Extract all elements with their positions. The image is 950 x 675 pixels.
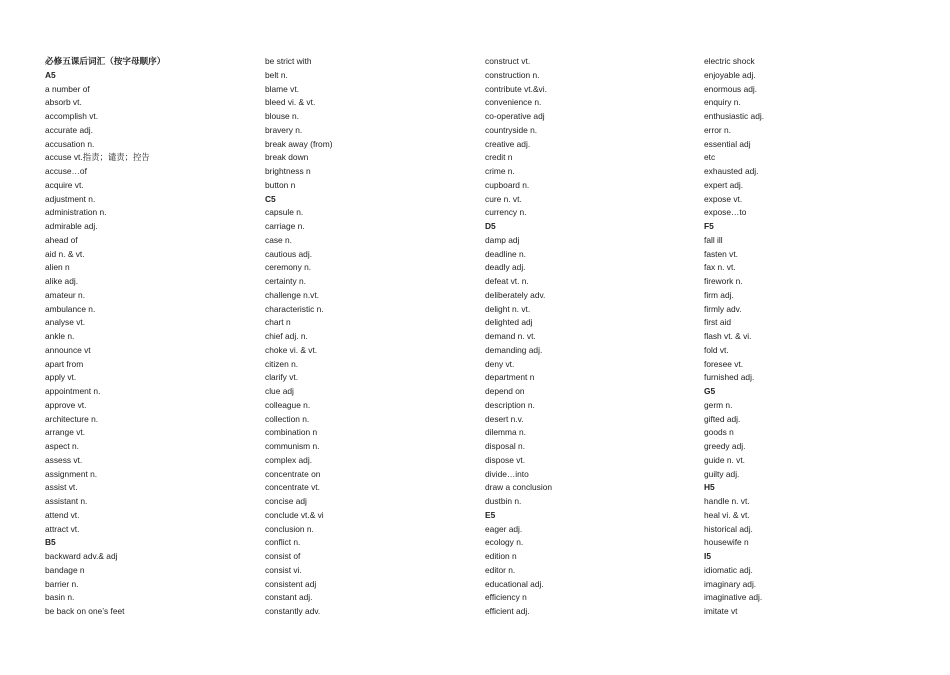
vocab-entry: concentrate vt. (265, 482, 320, 493)
vocab-entry: choke vi. & vt. (265, 344, 318, 355)
vocab-entry: communism n. (265, 441, 320, 451)
vocab-entry: barrier n. (45, 578, 79, 589)
vocab-entry: depend on (485, 386, 525, 396)
vocab-entry: essential adj (704, 138, 751, 149)
vocab-entry: arrange vt. (45, 427, 86, 438)
vocab-entry: constant adj. (265, 592, 313, 603)
vocab-entry: enjoyable adj. (704, 69, 756, 80)
vocab-entry: deadline n. (485, 248, 526, 259)
vocab-entry: alien n (45, 262, 70, 273)
vocab-entry: credit n (485, 152, 513, 163)
vocab-entry: editor n. (485, 564, 516, 575)
vocab-entry: assignment n. (45, 468, 98, 479)
vocab-entry: assistant n. (45, 496, 88, 506)
vocab-entry: administration n. (45, 207, 107, 218)
vocab-entry: break away (from) (265, 138, 333, 149)
vocab-entry: button n (265, 179, 296, 190)
vocab-entry: architecture n. (45, 413, 99, 424)
vocab-entry: fold vt. (704, 344, 729, 355)
vocab-entry: currency n. (485, 207, 527, 218)
vocab-entry: assess vt. (45, 454, 83, 465)
vocab-entry: demanding adj. (485, 344, 543, 355)
vocab-entry: backward adv.& adj (45, 551, 118, 561)
vocab-entry: idiomatic adj. (704, 564, 753, 575)
vocab-entry: enthusiastic adj. (704, 111, 765, 121)
vocab-entry: accuse vt.指责；谴责；控告 (45, 152, 150, 163)
vocab-entry: efficient adj. (485, 606, 530, 616)
vocab-entry: chart n (265, 317, 291, 328)
vocab-entry: flash vt. & vi. (704, 331, 752, 341)
vocab-entry: description n. (485, 399, 535, 410)
vocab-entry: dustbin n. (485, 496, 522, 506)
vocab-entry: guilty adj. (704, 468, 740, 479)
vocab-entry: electric shock (704, 56, 755, 66)
vocab-entry: construct vt. (485, 56, 531, 66)
vocab-entry: alike adj. (45, 276, 79, 286)
vocab-entry: educational adj. (485, 578, 544, 589)
vocab-entry: creative adj. (485, 138, 531, 149)
vocab-entry: defeat vt. n. (485, 276, 529, 286)
vocab-entry: eager adj. (485, 523, 523, 534)
vocab-column-2 (265, 55, 475, 619)
vocab-entry: certainty n. (265, 276, 306, 286)
vocab-entry: etc (704, 152, 716, 163)
vocab-entry: fax n. vt. (704, 262, 736, 273)
vocab-entry: case n. (265, 234, 293, 245)
vocab-entry: brightness n (265, 166, 311, 176)
vocab-entry: appointment n. (45, 386, 101, 396)
vocab-entry: guide n. vt. (704, 454, 745, 465)
vocab-entry: germ n. (704, 399, 733, 410)
vocab-entry: clarify vt. (265, 372, 299, 383)
vocab-entry: characteristic n. (265, 303, 324, 314)
section-letter-heading: B5 (45, 537, 56, 548)
vocab-entry: cautious adj. (265, 248, 313, 259)
section-letter-heading: E5 (485, 509, 496, 520)
vocab-entry: bravery n. (265, 124, 303, 135)
vocab-entry: fall ill (704, 234, 723, 245)
vocab-entry: absorb vt. (45, 97, 82, 108)
vocab-entry: cure n. vt. (485, 193, 522, 204)
vocab-entry: combination n (265, 427, 318, 438)
vocab-entry: desert n.v. (485, 413, 524, 424)
vocab-entry: foresee vt. (704, 358, 744, 369)
vocab-entry: handle n. vt. (704, 496, 750, 506)
vocab-entry: ecology n. (485, 537, 524, 548)
vocab-column-3 (485, 55, 695, 619)
vocab-entry: challenge n.vt. (265, 289, 320, 300)
vocab-entry: attract vt. (45, 523, 80, 534)
vocab-entry: expose…to (704, 207, 747, 218)
section-letter-heading: D5 (485, 221, 496, 231)
vocab-entry: ankle n. (45, 331, 75, 341)
vocab-entry: amateur n. (45, 289, 86, 300)
vocab-entry: aspect n. (45, 441, 79, 451)
vocab-entry: concentrate on (265, 468, 321, 479)
vocab-entry: damp adj (485, 234, 520, 245)
vocab-entry: accuse…of (45, 166, 87, 176)
document-title: 必修五课后词汇（按字母顺序） (45, 56, 166, 66)
vocab-entry: gifted adj. (704, 413, 741, 424)
vocab-entry: analyse vt. (45, 317, 86, 328)
vocab-entry: enquiry n. (704, 97, 741, 108)
vocab-entry: constantly adv. (265, 606, 321, 616)
vocab-entry: be strict with (265, 56, 312, 66)
vocab-entry: be back on one’s feet (45, 606, 125, 616)
vocab-entry: consist of (265, 551, 301, 561)
vocab-entry: imitate vt (704, 606, 738, 616)
vocab-entry: colleague n. (265, 399, 311, 410)
vocab-entry: ambulance n. (45, 303, 96, 314)
vocab-entry: bleed vi. & vt. (265, 97, 316, 108)
vocab-entry: divide…into (485, 468, 529, 479)
vocab-entry: collection n. (265, 413, 310, 424)
vocab-entry: expert adj. (704, 179, 744, 190)
vocab-entry: imaginary adj. (704, 578, 757, 589)
section-letter-heading: G5 (704, 386, 716, 396)
vocab-entry: efficiency n (485, 592, 527, 603)
vocab-entry: citizen n. (265, 358, 299, 369)
vocab-entry: exhausted adj. (704, 166, 759, 176)
vocab-entry: consistent adj (265, 578, 317, 589)
vocab-entry: accusation n. (45, 138, 95, 149)
vocab-entry: heal vi. & vt. (704, 509, 750, 520)
vocab-entry: firework n. (704, 276, 743, 286)
vocab-entry: draw a conclusion (485, 482, 553, 493)
vocab-entry: announce vt (45, 344, 91, 355)
vocab-entry: deliberately adv. (485, 289, 546, 300)
vocab-entry: complex adj. (265, 454, 313, 465)
vocab-entry: acquire vt. (45, 179, 84, 190)
vocab-entry: first aid (704, 317, 731, 328)
vocab-entry: convenience n. (485, 97, 542, 108)
vocab-entry: aid n. & vt. (45, 248, 85, 259)
vocab-entry: concise adj (265, 496, 307, 506)
vocab-entry: firmly adv. (704, 303, 742, 314)
section-letter-heading: A5 (45, 69, 56, 80)
vocab-column-1 (45, 55, 255, 619)
vocab-entry: fasten vt. (704, 248, 738, 259)
vocab-entry: deny vt. (485, 358, 515, 369)
vocab-entry: carriage n. (265, 221, 305, 231)
section-letter-heading: C5 (265, 193, 276, 204)
vocab-entry: a number of (45, 83, 90, 94)
vocab-entry: contribute vt.&vi. (485, 83, 547, 94)
vocab-entry: greedy adj. (704, 441, 746, 451)
vocab-entry: clue adj (265, 386, 294, 396)
vocab-entry: accomplish vt. (45, 111, 99, 121)
vocab-entry: delight n. vt. (485, 303, 531, 314)
vocab-entry: dispose vt. (485, 454, 526, 465)
vocab-entry: delighted adj (485, 317, 533, 328)
vocab-entry: demand n. vt. (485, 331, 536, 341)
vocab-entry: furnished adj. (704, 372, 755, 383)
vocab-entry: department n (485, 372, 535, 383)
vocab-entry: adjustment n. (45, 193, 96, 204)
vocab-entry: countryside n. (485, 124, 538, 135)
vocab-entry: belt n. (265, 69, 288, 80)
vocab-entry: ceremony n. (265, 262, 312, 273)
vocab-entry: basin n. (45, 592, 75, 603)
vocab-entry: crime n. (485, 166, 515, 176)
vocab-entry: firm adj. (704, 289, 734, 300)
vocab-entry: admirable adj. (45, 221, 98, 231)
vocab-entry: conclusion n. (265, 523, 314, 534)
vocab-entry: approve vt. (45, 399, 87, 410)
vocab-entry: expose vt. (704, 193, 743, 204)
vocab-entry: conflict n. (265, 537, 301, 548)
vocab-entry: edition n (485, 551, 517, 561)
vocab-entry: assist vt. (45, 482, 78, 493)
vocab-entry: apart from (45, 358, 84, 369)
section-letter-heading: F5 (704, 221, 714, 231)
vocab-entry: accurate adj. (45, 124, 93, 135)
vocab-entry: co-operative adj (485, 111, 545, 121)
vocab-entry: historical adj. (704, 523, 753, 534)
vocab-entry: ahead of (45, 234, 78, 245)
section-letter-heading: I5 (704, 551, 711, 561)
vocab-entry: capsule n. (265, 207, 304, 218)
vocab-column-4 (704, 55, 914, 619)
vocab-entry: housewife n (704, 537, 749, 548)
vocab-entry: apply vt. (45, 372, 77, 383)
vocab-entry: cupboard n. (485, 179, 530, 190)
vocab-entry: attend vt. (45, 509, 80, 520)
vocab-entry: goods n (704, 427, 734, 438)
vocab-entry: error n. (704, 124, 731, 135)
vocab-entry: construction n. (485, 69, 540, 80)
vocab-entry: bandage n (45, 564, 85, 575)
vocab-entry: deadly adj. (485, 262, 526, 273)
vocab-entry: chief adj. n. (265, 331, 308, 341)
vocab-entry: consist vi. (265, 564, 302, 575)
vocab-entry: conclude vt.& vi (265, 509, 324, 520)
vocab-entry: break down (265, 152, 309, 163)
vocab-entry: blame vt. (265, 83, 299, 94)
vocab-entry: blouse n. (265, 111, 299, 121)
vocab-entry: disposal n. (485, 441, 526, 451)
vocab-entry: enormous adj. (704, 83, 758, 94)
section-letter-heading: H5 (704, 482, 715, 493)
vocab-entry: imaginative adj. (704, 592, 763, 603)
vocab-entry: dilemma n. (485, 427, 526, 438)
